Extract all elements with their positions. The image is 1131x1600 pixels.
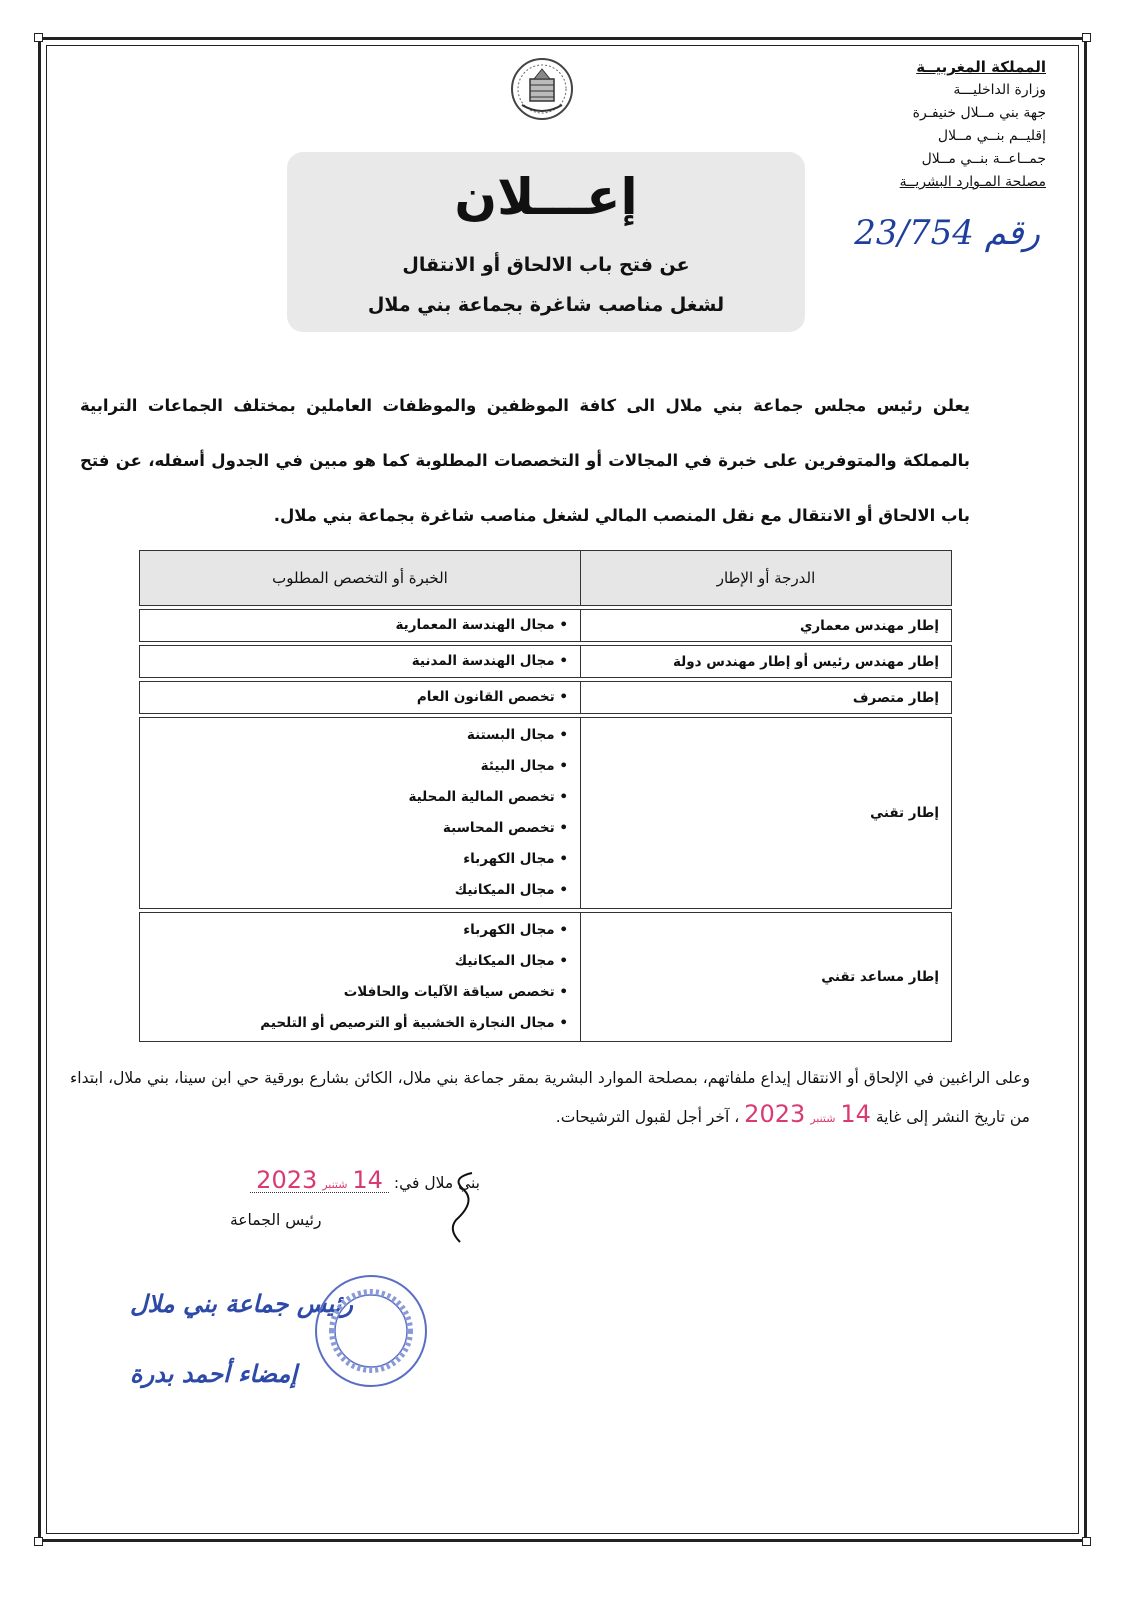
region-label: جهة بني مــلال خنيفـرة	[912, 105, 1046, 121]
signature-place-date	[150, 1166, 480, 1194]
reference-value: 23/754	[854, 213, 974, 253]
column-header-grade: الدرجة أو الإطار	[581, 551, 952, 606]
specialty-item: • تخصص سياقة الآليات والحافلات	[152, 977, 568, 1008]
announcement-subtitle: لشغل مناصب شاغرة بجماعة بني ملال	[367, 294, 725, 316]
specialty-item: • مجال البستنة	[152, 720, 568, 751]
closing-text-end: ، آخر أجل لقبول الترشيحات.	[555, 1108, 740, 1126]
specialty-cell	[140, 718, 581, 909]
table-header-row	[140, 551, 952, 606]
signature-place: بني ملال في:	[393, 1174, 480, 1192]
announcement-title: إعـــلان	[454, 168, 638, 226]
signature-day: 14	[352, 1166, 383, 1194]
specialty-item: • مجال الميكانيك	[152, 875, 568, 906]
border-corner	[1082, 1537, 1091, 1546]
specialty-item: • مجال النجارة الخشبية أو الترصيص أو التلحيم	[152, 1008, 568, 1039]
table-row	[140, 682, 952, 714]
round-seal-icon	[312, 1272, 430, 1390]
table-row	[140, 913, 952, 1042]
specialty-item: • مجال الكهرباء	[152, 844, 568, 875]
handwritten-signature-icon	[442, 1168, 482, 1248]
border-corner	[34, 33, 43, 42]
official-stamp-title: رئيس جماعة بني ملال	[130, 1290, 353, 1318]
reference-label: رقم	[984, 213, 1040, 253]
signatory-role: رئيس الجماعة	[230, 1211, 322, 1229]
grade-cell: إطار متصرف	[581, 682, 952, 714]
grade-cell: إطار مهندس رئيس أو إطار مهندس دولة	[581, 646, 952, 678]
column-header-specialty: الخبرة أو التخصص المطلوب	[140, 551, 581, 606]
table-row	[140, 718, 952, 909]
coat-of-arms-icon	[508, 55, 576, 123]
table-row	[140, 610, 952, 642]
specialty-item: • تخصص القانون العام	[152, 682, 568, 713]
deadline-year: 2023	[744, 1100, 806, 1128]
commune-label: جمــاعــة بنــي مــلال	[921, 151, 1046, 167]
specialty-cell	[140, 682, 581, 714]
closing-paragraph	[70, 1060, 1030, 1137]
official-stamp-signature: إمضاء أحمد بدرة	[130, 1360, 298, 1388]
specialty-cell	[140, 610, 581, 642]
specialty-item: • مجال البيئة	[152, 751, 568, 782]
specialty-item: • تخصص المحاسبة	[152, 813, 568, 844]
border-corner	[1082, 33, 1091, 42]
specialty-item: • مجال الهندسة المدنية	[152, 646, 568, 677]
specialty-cell	[140, 913, 581, 1042]
deadline-month: شتنبر	[810, 1112, 836, 1125]
grade-cell: إطار مساعد تقني	[581, 913, 952, 1042]
signature-date	[250, 1166, 389, 1194]
deadline-day: 14	[840, 1100, 871, 1128]
grade-cell: إطار تقني	[581, 718, 952, 909]
announcement-subtitle: عن فتح باب الالحاق أو الانتقال	[402, 254, 690, 276]
specialty-item: • مجال الكهرباء	[152, 915, 568, 946]
signature-month: شتنبر	[322, 1178, 348, 1191]
specialty-item: • تخصص المالية المحلية	[152, 782, 568, 813]
ministry-label: وزارة الداخليـــة	[953, 82, 1046, 98]
province-label: إقليــم بنــي مــلال	[937, 128, 1046, 144]
signature-year: 2023	[256, 1166, 318, 1194]
reference-number	[850, 213, 1040, 263]
intro-paragraph: يعلن رئيس مجلس جماعة بني ملال الى كافة الموظفين والموظفات العاملين بمختلف الجماعات الترابية بالمملكة والمتوفرين على خبرة في المجالات أو التخصصات المطلوبة كما هو مبين في الجدول أسفله، عن فتح باب الالحاق أو الانتقال مع نقل المنصب المالي لشغل مناصب شاغرة بجماعة بني ملال.	[80, 396, 970, 525]
specialty-cell	[140, 646, 581, 678]
letterhead	[846, 56, 1046, 194]
specialty-item: • مجال الميكانيك	[152, 946, 568, 977]
kingdom-label: المملكة المغربيــة	[916, 58, 1046, 76]
deadline-date	[739, 1100, 871, 1128]
service-label: مصلحة المـوارد البشريــة	[899, 174, 1046, 190]
grade-cell: إطار مهندس معماري	[581, 610, 952, 642]
positions-table	[139, 550, 952, 1042]
closing-text: وعلى الراغبين في الإلحاق أو الانتقال إيداع ملفاتهم، بمصلحة الموارد البشرية بمقر جماعة بني ملال، الكائن بشارع بورقية حي ابن سينا، بني ملال، ابتداء من تاريخ النشر إلى غاية	[70, 1069, 1030, 1126]
specialty-item: • مجال الهندسة المعمارية	[152, 610, 568, 641]
border-corner	[34, 1537, 43, 1546]
table-row	[140, 646, 952, 678]
